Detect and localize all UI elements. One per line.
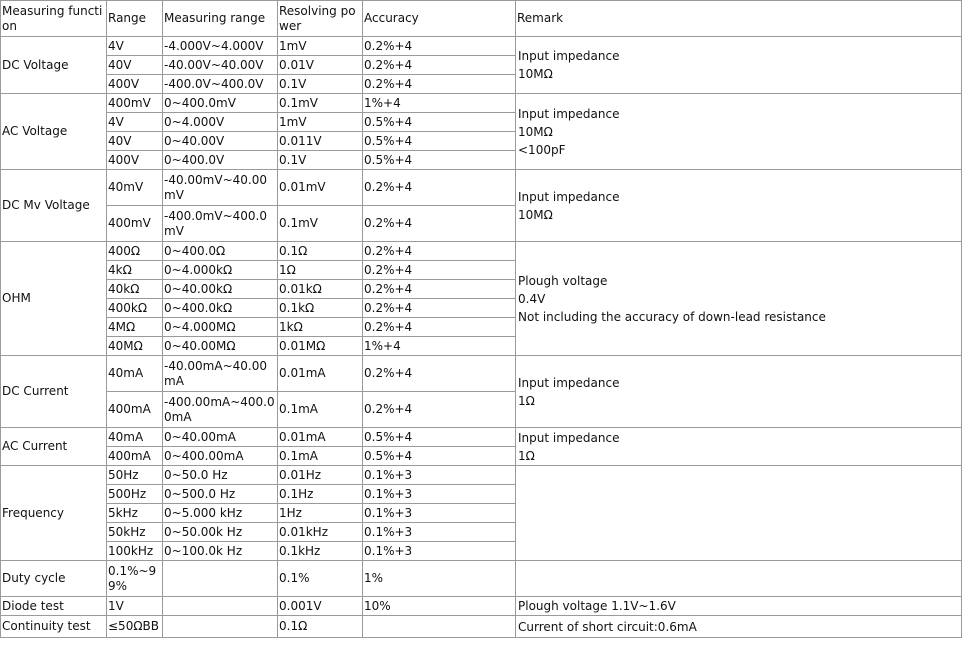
range-cell: 100kHz xyxy=(107,542,163,561)
range-cell: 400mA xyxy=(107,392,163,428)
resolving-cell: 1mV xyxy=(278,113,363,132)
remark-cell: Input impedance 10MΩ xyxy=(516,170,962,242)
function-name: OHM xyxy=(1,242,107,356)
table-row xyxy=(1,428,962,447)
accuracy-cell: 0.2%+4 xyxy=(363,280,516,299)
measuring-range-cell: 0~4.000kΩ xyxy=(163,261,278,280)
accuracy-cell: 10% xyxy=(363,597,516,616)
range-cell: 40mA xyxy=(107,428,163,447)
measuring-range-cell: -4.000V~4.000V xyxy=(163,37,278,56)
resolving-cell: 0.1Hz xyxy=(278,485,363,504)
resolving-cell: 0.01mV xyxy=(278,170,363,206)
function-name: Continuity test xyxy=(1,616,107,638)
range-cell: 400kΩ xyxy=(107,299,163,318)
measuring-range-cell: -40.00mA~40.00 mA xyxy=(163,356,278,392)
resolving-cell: 0.1mV xyxy=(278,94,363,113)
measuring-range-cell: 0~40.00MΩ xyxy=(163,337,278,356)
accuracy-cell: 0.5%+4 xyxy=(363,151,516,170)
range-cell: 0.1%~99% xyxy=(107,561,163,597)
measuring-range-cell: 0~500.0 Hz xyxy=(163,485,278,504)
resolving-cell: 0.1mA xyxy=(278,392,363,428)
range-cell: 400V xyxy=(107,151,163,170)
accuracy-cell: 1%+4 xyxy=(363,94,516,113)
resolving-cell: 0.011V xyxy=(278,132,363,151)
accuracy-cell: 0.5%+4 xyxy=(363,113,516,132)
measuring-range-cell: 0~400.0mV xyxy=(163,94,278,113)
range-cell: 4V xyxy=(107,37,163,56)
measuring-range-cell: 0~5.000 kHz xyxy=(163,504,278,523)
measuring-range-cell: 0~400.00mA xyxy=(163,447,278,466)
resolving-cell: 0.01mA xyxy=(278,356,363,392)
accuracy-cell: 0.2%+4 xyxy=(363,75,516,94)
measuring-range-cell: -40.00mV~40.00 mV xyxy=(163,170,278,206)
accuracy-cell: 0.2%+4 xyxy=(363,242,516,261)
measuring-range-cell: 0~4.000V xyxy=(163,113,278,132)
table-row xyxy=(1,356,962,392)
range-cell: 40mV xyxy=(107,170,163,206)
measuring-range-cell: 0~4.000MΩ xyxy=(163,318,278,337)
resolving-cell: 0.01kΩ xyxy=(278,280,363,299)
remark-cell: Input impedance 10MΩ <100pF xyxy=(516,94,962,170)
range-cell: 5kHz xyxy=(107,504,163,523)
range-cell: 4kΩ xyxy=(107,261,163,280)
table-row xyxy=(1,616,962,638)
measuring-range-cell: 0~400.0V xyxy=(163,151,278,170)
measuring-range-cell: -400.0mV~400.0 mV xyxy=(163,206,278,242)
accuracy-cell: 0.2%+4 xyxy=(363,206,516,242)
measuring-range-cell: -400.00mA~400.0 0mA xyxy=(163,392,278,428)
accuracy-cell xyxy=(363,616,516,638)
remark-cell xyxy=(516,561,962,597)
remark-cell: Current of short circuit:0.6mA xyxy=(516,616,962,638)
accuracy-cell: 0.2%+4 xyxy=(363,392,516,428)
resolving-cell: 1Ω xyxy=(278,261,363,280)
function-name: DC Mv Voltage xyxy=(1,170,107,242)
accuracy-cell: 0.2%+4 xyxy=(363,37,516,56)
range-cell: 400mV xyxy=(107,94,163,113)
accuracy-cell: 0.5%+4 xyxy=(363,428,516,447)
accuracy-cell: 0.2%+4 xyxy=(363,356,516,392)
accuracy-cell: 0.1%+3 xyxy=(363,485,516,504)
header-accuracy: Accuracy xyxy=(363,1,516,37)
range-cell: 400V xyxy=(107,75,163,94)
measuring-range-cell: 0~400.0kΩ xyxy=(163,299,278,318)
resolving-cell: 0.001V xyxy=(278,597,363,616)
accuracy-cell: 1% xyxy=(363,561,516,597)
resolving-cell: 0.01mA xyxy=(278,428,363,447)
resolving-cell: 1kΩ xyxy=(278,318,363,337)
resolving-cell: 0.1mA xyxy=(278,447,363,466)
function-name: Duty cycle xyxy=(1,561,107,597)
table-row xyxy=(1,94,962,113)
remark-cell: Input impedance 10MΩ xyxy=(516,37,962,94)
table-row xyxy=(1,597,962,616)
accuracy-cell: 0.2%+4 xyxy=(363,170,516,206)
function-name: AC Voltage xyxy=(1,94,107,170)
resolving-cell: 1Hz xyxy=(278,504,363,523)
resolving-cell: 0.01kHz xyxy=(278,523,363,542)
measuring-range-cell: 0~40.00mA xyxy=(163,428,278,447)
header-function: Measuring function xyxy=(1,1,107,37)
resolving-cell: 0.01Hz xyxy=(278,466,363,485)
measuring-range-cell xyxy=(163,561,278,597)
function-name: Diode test xyxy=(1,597,107,616)
accuracy-cell: 0.5%+4 xyxy=(363,132,516,151)
measuring-range-cell: 0~40.00kΩ xyxy=(163,280,278,299)
accuracy-cell: 1%+4 xyxy=(363,337,516,356)
accuracy-cell: 0.1%+3 xyxy=(363,542,516,561)
accuracy-cell: 0.1%+3 xyxy=(363,504,516,523)
table-row xyxy=(1,466,962,485)
header-measuring-range: Measuring range xyxy=(163,1,278,37)
range-cell: 400Ω xyxy=(107,242,163,261)
header-resolving-power: Resolving power xyxy=(278,1,363,37)
accuracy-cell: 0.2%+4 xyxy=(363,318,516,337)
measuring-range-cell: 0~50.00k Hz xyxy=(163,523,278,542)
resolving-cell: 0.01MΩ xyxy=(278,337,363,356)
accuracy-cell: 0.1%+3 xyxy=(363,523,516,542)
range-cell: ≤50ΩBB xyxy=(107,616,163,638)
accuracy-cell: 0.2%+4 xyxy=(363,261,516,280)
function-name: DC Current xyxy=(1,356,107,428)
table-row xyxy=(1,242,962,261)
measuring-range-cell: -400.0V~400.0V xyxy=(163,75,278,94)
remark-cell: Input impedance 1Ω xyxy=(516,428,962,466)
resolving-cell: 0.1% xyxy=(278,561,363,597)
header-range: Range xyxy=(107,1,163,37)
resolving-cell: 0.1kHz xyxy=(278,542,363,561)
range-cell: 40MΩ xyxy=(107,337,163,356)
measuring-range-cell: 0~50.0 Hz xyxy=(163,466,278,485)
remark-cell: Plough voltage 0.4V Not including the accuracy of down-lead resistance xyxy=(516,242,962,356)
measuring-range-cell xyxy=(163,597,278,616)
range-cell: 40V xyxy=(107,56,163,75)
accuracy-cell: 0.1%+3 xyxy=(363,466,516,485)
remark-cell: Input impedance 1Ω xyxy=(516,356,962,428)
table-row xyxy=(1,170,962,206)
measuring-range-cell xyxy=(163,616,278,638)
range-cell: 400mV xyxy=(107,206,163,242)
function-name: Frequency xyxy=(1,466,107,561)
remark-cell: Plough voltage 1.1V~1.6V xyxy=(516,597,962,616)
measuring-range-cell: 0~100.0k Hz xyxy=(163,542,278,561)
header-remark: Remark xyxy=(516,1,962,37)
resolving-cell: 0.1Ω xyxy=(278,616,363,638)
range-cell: 500Hz xyxy=(107,485,163,504)
table-row xyxy=(1,561,962,597)
header-row xyxy=(1,1,962,37)
accuracy-cell: 0.2%+4 xyxy=(363,56,516,75)
measuring-range-cell: 0~400.0Ω xyxy=(163,242,278,261)
resolving-cell: 1mV xyxy=(278,37,363,56)
range-cell: 400mA xyxy=(107,447,163,466)
resolving-cell: 0.1mV xyxy=(278,206,363,242)
measuring-range-cell: 0~40.00V xyxy=(163,132,278,151)
range-cell: 1V xyxy=(107,597,163,616)
resolving-cell: 0.1kΩ xyxy=(278,299,363,318)
resolving-cell: 0.1Ω xyxy=(278,242,363,261)
resolving-cell: 0.1V xyxy=(278,75,363,94)
function-name: AC Current xyxy=(1,428,107,466)
range-cell: 40V xyxy=(107,132,163,151)
resolving-cell: 0.01V xyxy=(278,56,363,75)
measuring-range-cell: -40.00V~40.00V xyxy=(163,56,278,75)
range-cell: 40kΩ xyxy=(107,280,163,299)
remark-cell xyxy=(516,466,962,561)
range-cell: 4V xyxy=(107,113,163,132)
function-name: DC Voltage xyxy=(1,37,107,94)
resolving-cell: 0.1V xyxy=(278,151,363,170)
accuracy-cell: 0.5%+4 xyxy=(363,447,516,466)
range-cell: 50Hz xyxy=(107,466,163,485)
table-row xyxy=(1,37,962,56)
accuracy-cell: 0.2%+4 xyxy=(363,299,516,318)
range-cell: 50kHz xyxy=(107,523,163,542)
range-cell: 4MΩ xyxy=(107,318,163,337)
range-cell: 40mA xyxy=(107,356,163,392)
